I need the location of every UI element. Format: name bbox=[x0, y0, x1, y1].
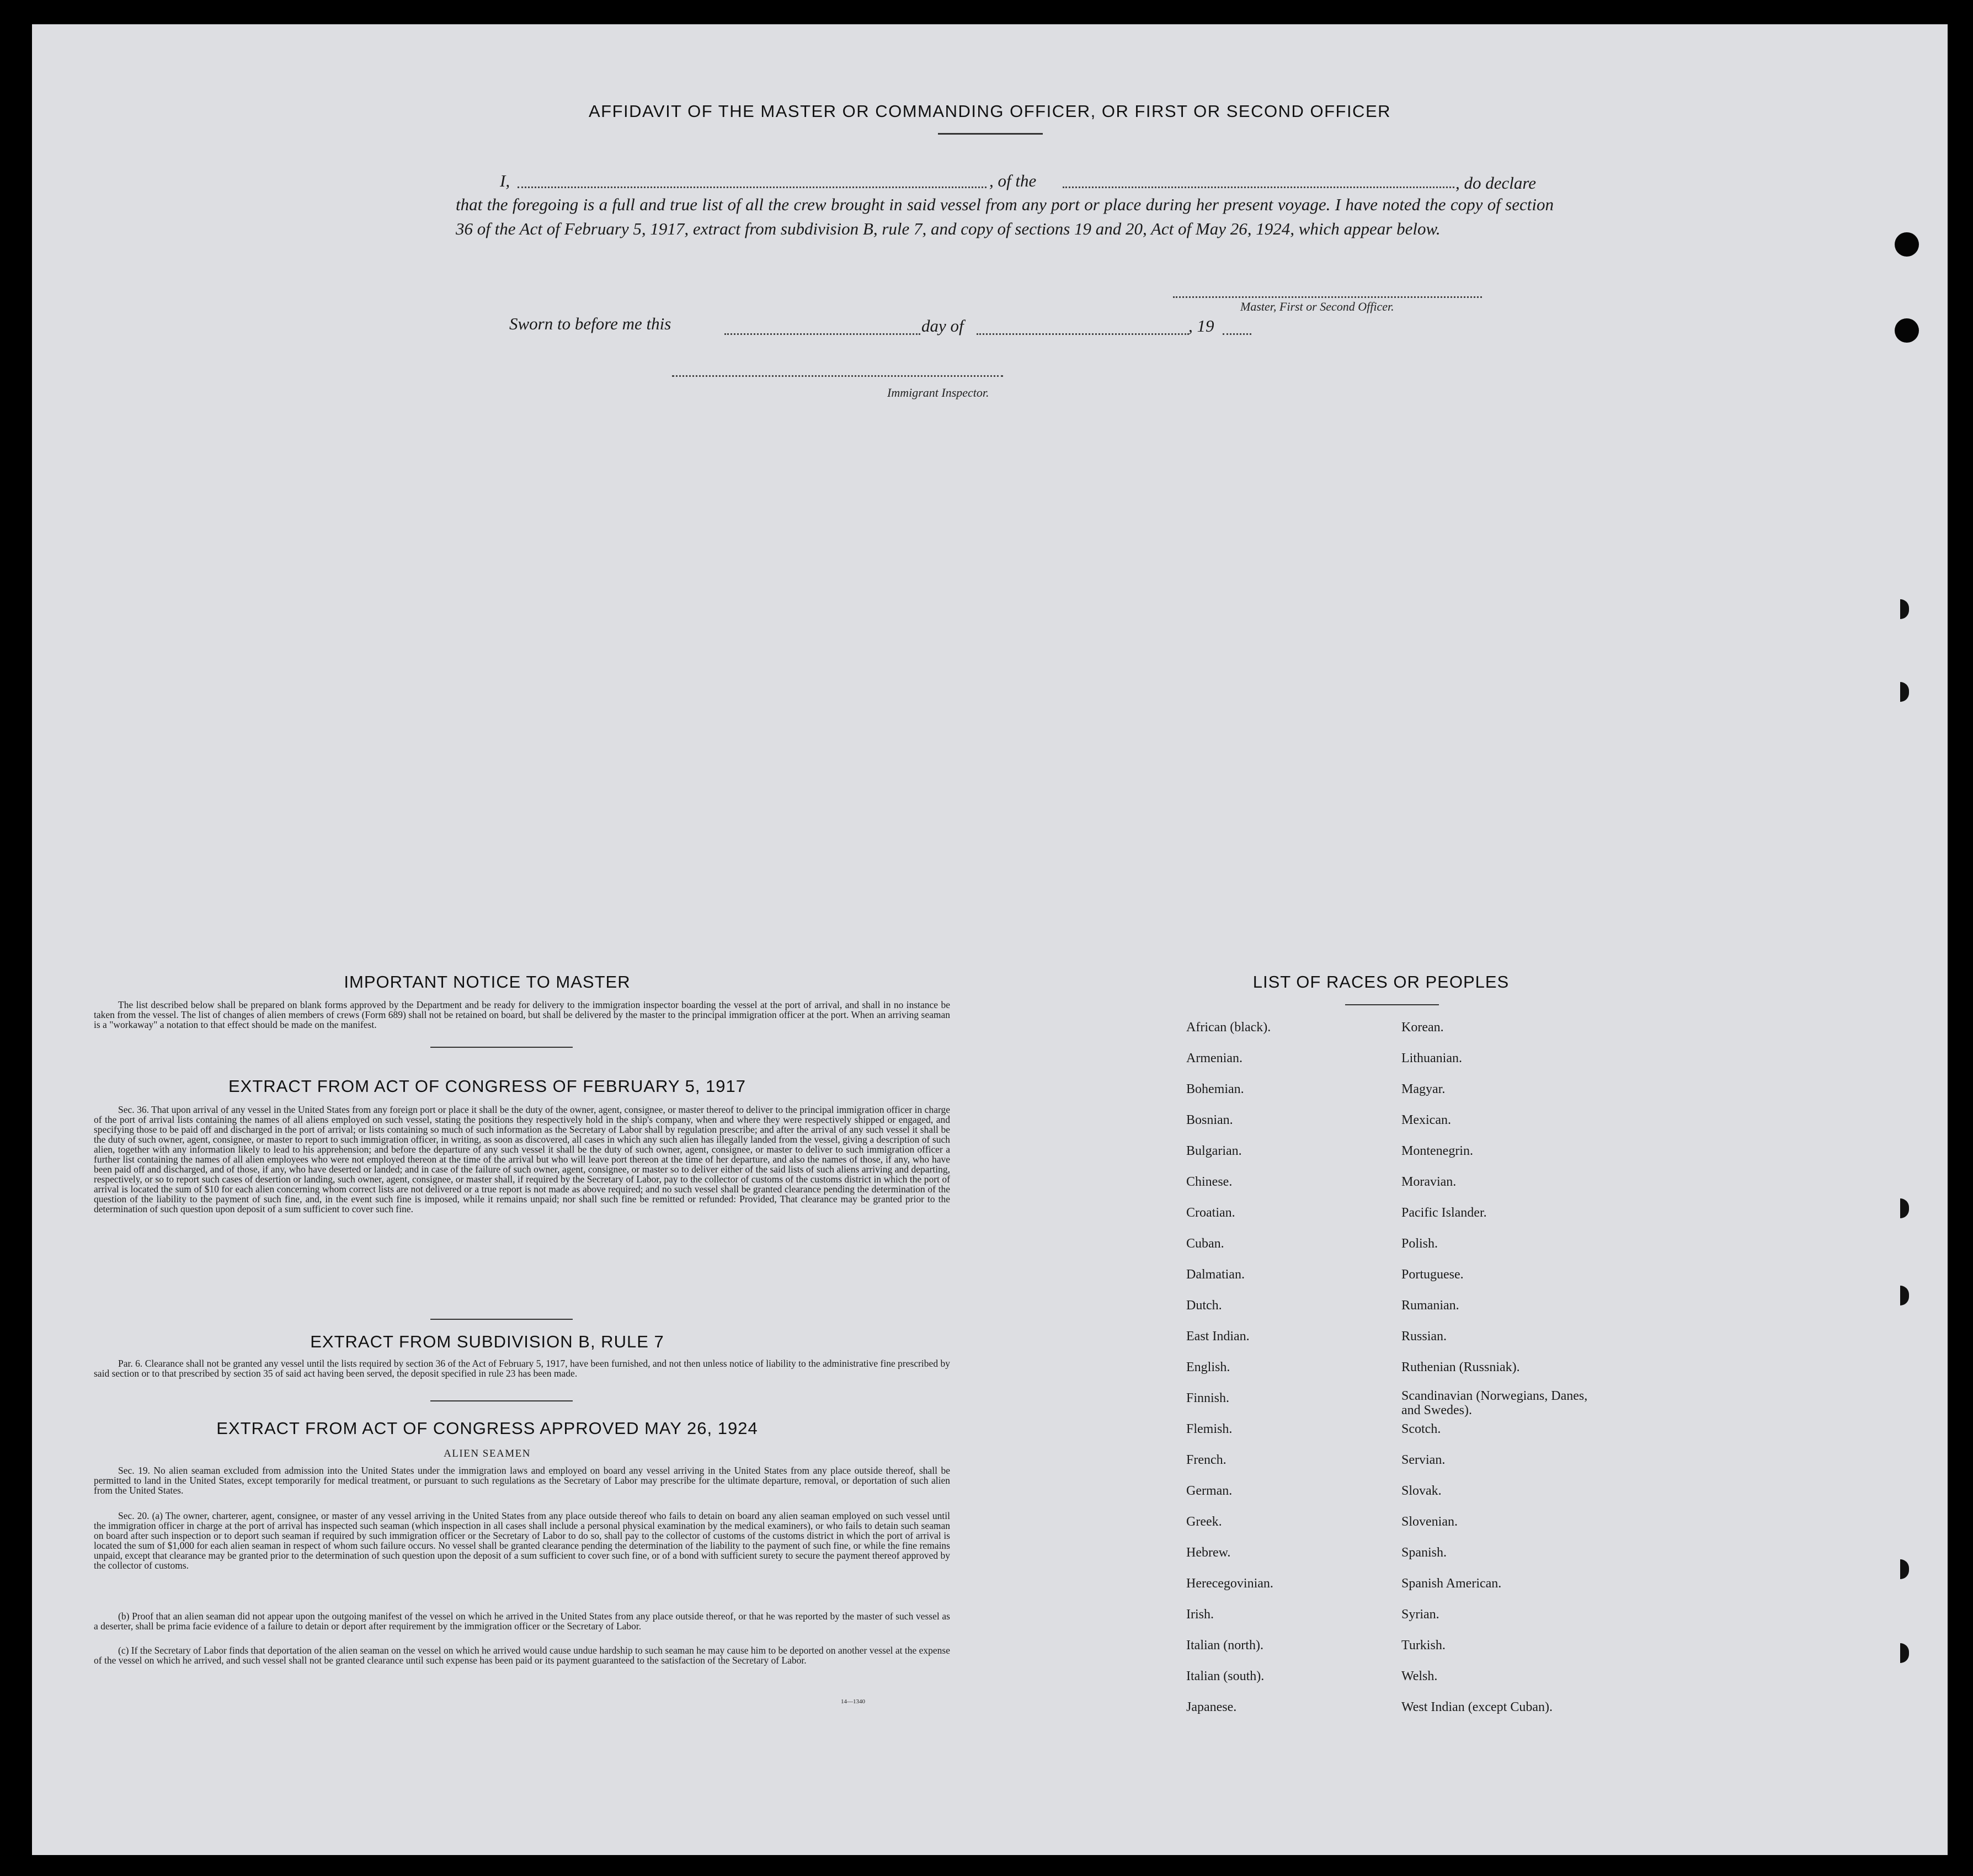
races-title: LIST OF RACES OR PEOPLES bbox=[1252, 972, 1510, 992]
race-item: Welsh. bbox=[1401, 1669, 1438, 1683]
binder-notch-3 bbox=[1900, 1198, 1909, 1218]
race-item: Dutch. bbox=[1186, 1298, 1222, 1313]
extract-1917-divider bbox=[430, 1319, 573, 1320]
race-item: Bohemian. bbox=[1186, 1082, 1244, 1096]
rule7-divider bbox=[430, 1400, 573, 1401]
sec20b-text: (b) Proof that an alien seaman did not appear upon the outgoing manifest of the vessel on which he arrived in the United States from any place outside thereof, or that he was reported by the master of such vessel as a deserter, shall be prima facie evidence of a failure to detain or deport after requirement by the immigration officer or the Secretary of Labor. bbox=[94, 1611, 950, 1632]
sec20c-text: (c) If the Secretary of Labor finds that deportation of the alien seaman on the vessel on which he arrived would cause undue hardship to such seaman he may cause him to be deported on another vessel at the expense of the vessel on which he arrived, and such vessel shall not be granted clearance until such expense has been paid or its payment guaranteed to the satisfaction of the Secretary of Labor. bbox=[94, 1645, 950, 1666]
sworn-start: Sworn to before me this bbox=[509, 314, 671, 333]
race-item: Cuban. bbox=[1186, 1237, 1224, 1251]
notice-divider bbox=[430, 1047, 573, 1048]
race-item: Greek. bbox=[1186, 1515, 1222, 1529]
race-item: Russian. bbox=[1401, 1329, 1447, 1344]
sworn-year: , 19 bbox=[1188, 316, 1214, 335]
alien-seamen-subtitle: ALIEN SEAMEN bbox=[444, 1448, 531, 1459]
race-item: Hebrew. bbox=[1186, 1545, 1231, 1560]
race-item: East Indian. bbox=[1186, 1329, 1250, 1344]
race-item: Turkish. bbox=[1401, 1638, 1446, 1653]
extract-1917-text: Sec. 36. That upon arrival of any vessel in the United States from any foreign port or place it shall be the duty of the owner, agent, consignee, or master thereof to deliver to the principal immigration officer in charge of the port of arrival lists containing the names of all aliens employed on such vessel, stating the positions they respectively hold in the ship's company, when and where they were respectively shipped or engaged, and specifying those to be paid off and discharged in the port of arrival; or lists containing so much of such information as the Secretary of Labor shall by regulation prescribe; and after the arrival of any such vessel it shall be the duty of such owner, agent, consignee, or master to report to such immigration officer, in writing, as soon as discovered, all cases in which any such alien has illegally landed from the vessel, giving a description of such alien, together with any information likely to lead to his apprehension; and before the departure of any such vessel it shall be the duty of such owner, agent, consignee, or master to deliver to such immigration officer a further list containing the names of all alien employees who were not employed thereon at the time of the arrival but who will leave port thereon at the time of her departure, and also the names of those, if any, who have been paid off and discharged, and of those, if any, who have deserted or landed; and in case of the failure of such owner, agent, consignee, or master so to deliver either of the said lists of such aliens arriving and departing, respectively, or so to report such cases of desertion or landing, such owner, agent, consignee, or master shall, if required by the Secretary of Labor, pay to the collector of customs of the customs district in which the port of arrival is located the sum of $10 for each alien concerning whom correct lists are not delivered or a true report is not made as above required; and no such vessel shall be granted clearance pending the determination of the question of the liability to the payment of such fine, and, in the event such fine is imposed, while it remains unpaid; nor shall such fine be remitted or refunded: Provided, That clearance may be granted prior to the determination of such question upon deposit of a sum sufficient to cover such fine. bbox=[94, 1104, 950, 1214]
sworn-month-blank[interactable] bbox=[977, 333, 1189, 335]
race-item: Servian. bbox=[1401, 1453, 1446, 1467]
races-title-underline bbox=[1345, 1004, 1439, 1005]
race-item: Mexican. bbox=[1401, 1113, 1451, 1127]
rule7-text: Par. 6. Clearance shall not be granted any vessel until the lists required by section 36 of the Act of February 5, 1917, have been furnished, and not then unless notice of liability to the administrative fine prescribed by said section or to that prescribed by section 35 of said act having been served, the deposit specified in rule 23 has been made. bbox=[94, 1358, 950, 1379]
affidavit-title: AFFIDAVIT OF THE MASTER OR COMMANDING OFFICER, OR FIRST OR SECOND OFFICER bbox=[588, 102, 1391, 121]
race-item: Bosnian. bbox=[1186, 1113, 1233, 1127]
sworn-year-blank[interactable] bbox=[1223, 333, 1251, 335]
race-item: Spanish. bbox=[1401, 1545, 1447, 1560]
race-item: Flemish. bbox=[1186, 1422, 1233, 1436]
inspector-signature-label: Immigrant Inspector. bbox=[887, 386, 989, 399]
sec20a-text: Sec. 20. (a) The owner, charterer, agent, consignee, or master of any vessel arriving in the United States from any place outside thereof who fails to detain on board any alien seaman employed on such vessel until the immigration officer in charge at the port of arrival has inspected such seaman (which inspection in all cases shall include a personal physical examination by the medical examiners), or who fails to detain such seaman on board after such inspection or to deport such seaman if required by such immigration officer or the Secretary of Labor to do so, shall pay to the collector of customs of the customs district in which the port of arrival is located the sum of $1,000 for each alien seaman in respect of whom such failure occurs. No vessel shall be granted clearance pending the determination of the liability to the payment of such fine, or while the fine remains unpaid, except that clearance may be granted prior to the determination of such question upon the deposit of a sum sufficient to cover such fine, or of a bond with sufficient surety to secure the payment thereof approved by the collector of customs. bbox=[94, 1510, 950, 1571]
binder-hole-1 bbox=[1895, 232, 1919, 257]
race-item: Irish. bbox=[1186, 1607, 1214, 1622]
race-item: Korean. bbox=[1401, 1020, 1444, 1035]
form-number: 14—1340 bbox=[841, 1698, 865, 1705]
vessel-blank[interactable] bbox=[1063, 186, 1454, 188]
race-item: Chinese. bbox=[1186, 1175, 1233, 1189]
race-item: Lithuanian. bbox=[1401, 1051, 1462, 1065]
race-item: Syrian. bbox=[1401, 1607, 1439, 1622]
race-item: Slovenian. bbox=[1401, 1515, 1458, 1529]
race-item: Italian (south). bbox=[1186, 1669, 1265, 1683]
race-item: Spanish American. bbox=[1401, 1576, 1502, 1591]
race-item: Magyar. bbox=[1401, 1082, 1446, 1096]
race-item: Japanese. bbox=[1186, 1700, 1237, 1714]
binder-notch-4 bbox=[1900, 1286, 1909, 1305]
binder-notch-1 bbox=[1900, 599, 1909, 619]
binder-notch-5 bbox=[1900, 1559, 1909, 1579]
declaration-body: that the foregoing is a full and true list of all the crew brought in said vessel from any port or place during her present voyage. I have noted the copy of section 36 of the Act of February 5, 1917, extract from subdivision B, rule 7, and copy of sections 19 and 20, Act of May 26, 1924, which appear below. bbox=[456, 195, 1554, 238]
race-item: Italian (north). bbox=[1186, 1638, 1263, 1653]
race-item: Montenegrin. bbox=[1401, 1144, 1473, 1158]
race-item: Bulgarian. bbox=[1186, 1144, 1242, 1158]
race-item: French. bbox=[1186, 1453, 1227, 1467]
binder-notch-2 bbox=[1900, 682, 1909, 702]
title-underline bbox=[938, 133, 1043, 135]
document-page bbox=[32, 24, 1948, 1855]
binder-hole-2 bbox=[1895, 318, 1919, 343]
sworn-mid: day of bbox=[921, 316, 964, 335]
race-item: African (black). bbox=[1186, 1020, 1271, 1035]
rule7-title: EXTRACT FROM SUBDIVISION B, RULE 7 bbox=[310, 1332, 664, 1351]
race-item: English. bbox=[1186, 1360, 1230, 1374]
master-signature-line[interactable] bbox=[1173, 296, 1482, 298]
inspector-signature-line[interactable] bbox=[672, 375, 1003, 377]
name-blank[interactable] bbox=[518, 186, 986, 188]
sec19-text: Sec. 19. No alien seaman excluded from admission into the United States under the immigration laws and employed on board any vessel arriving in the United States from any place outside thereof, shall be permitted to land in the United States, except temporarily for medical treatment, or pursuant to such regulations as the Secretary of Labor may prescribe for the ultimate departure, removal, or deportation of such alien from the United States. bbox=[94, 1465, 950, 1496]
race-item: Pacific Islander. bbox=[1401, 1206, 1487, 1220]
race-item: Dalmatian. bbox=[1186, 1267, 1245, 1282]
master-signature-label: Master, First or Second Officer. bbox=[1240, 300, 1394, 313]
race-item: Slovak. bbox=[1401, 1484, 1442, 1498]
declaration-mid: , of the bbox=[989, 171, 1037, 190]
race-item: Armenian. bbox=[1186, 1051, 1243, 1065]
race-item: Croatian. bbox=[1186, 1206, 1235, 1220]
sworn-day-blank[interactable] bbox=[724, 333, 920, 335]
extract-1917-title: EXTRACT FROM ACT OF CONGRESS OF FEBRUARY 5, 1917 bbox=[228, 1076, 746, 1096]
race-item: West Indian (except Cuban). bbox=[1401, 1700, 1553, 1714]
extract-1924-title: EXTRACT FROM ACT OF CONGRESS APPROVED MAY 26, 1924 bbox=[216, 1419, 758, 1438]
race-item: Polish. bbox=[1401, 1237, 1438, 1251]
binder-notch-6 bbox=[1900, 1643, 1909, 1663]
race-item: German. bbox=[1186, 1484, 1233, 1498]
race-item: Rumanian. bbox=[1401, 1298, 1459, 1313]
race-item: Finnish. bbox=[1186, 1391, 1230, 1405]
race-item: Herecegovinian. bbox=[1186, 1576, 1273, 1591]
race-item: Moravian. bbox=[1401, 1175, 1457, 1189]
notice-title: IMPORTANT NOTICE TO MASTER bbox=[344, 972, 631, 992]
race-item: Scotch. bbox=[1401, 1422, 1441, 1436]
race-item: Portuguese. bbox=[1401, 1267, 1464, 1282]
declaration-start: I, bbox=[500, 171, 510, 190]
declaration-end: , do declare bbox=[1455, 173, 1537, 193]
race-item: Ruthenian (Russniak). bbox=[1401, 1360, 1520, 1374]
notice-text: The list described below shall be prepared on blank forms approved by the Department and be ready for delivery to the immigration inspector boarding the vessel at the port of arrival, and shall in no instance be taken from the vessel. The list of changes of alien members of crews (Form 689) shall not be retained on board, but shall be delivered by the master to the principal immigration officer at the port. When an arriving seaman is a "workaway" a notation to that effect should be made on the manifest. bbox=[94, 999, 950, 1030]
race-item: Scandinavian (Norwegians, Danes, and Swedes). bbox=[1401, 1389, 1588, 1417]
